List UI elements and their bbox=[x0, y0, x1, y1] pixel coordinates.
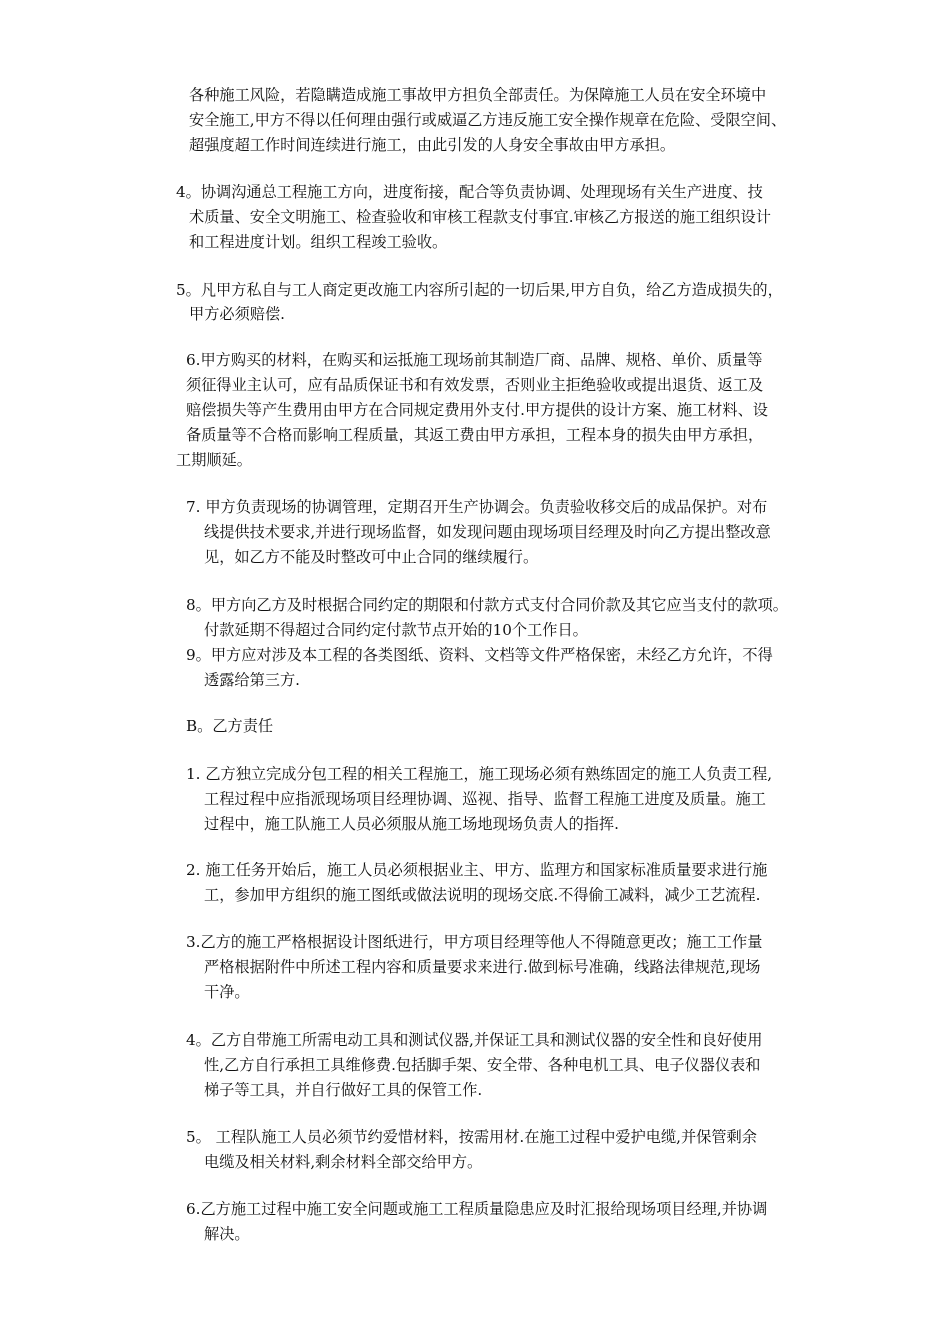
text-line: 甲方必须赔偿. bbox=[189, 305, 285, 323]
text-line: 线提供技术要求,并进行现场监督，如发现问题由现场项目经理及时向乙方提出整改意 bbox=[204, 523, 771, 541]
text-line: 解决。 bbox=[204, 1225, 250, 1243]
text-line: 工程过程中应指派现场项目经理协调、巡视、指导、监督工程施工进度及质量。施工 bbox=[204, 790, 766, 808]
text-line: 2. 施工任务开始后，施工人员必须根据业主、甲方、监理方和国家标准质量要求进行施 bbox=[186, 861, 768, 879]
text-line: 工期顺延。 bbox=[176, 451, 252, 469]
text-line: 6.乙方施工过程中施工安全问题或施工工程质量隐患应及时汇报给现场项目经理,并协调 bbox=[186, 1200, 768, 1218]
text-line: 7. 甲方负责现场的协调管理，定期召开生产协调会。负责验收移交后的成品保护。对布 bbox=[186, 498, 768, 516]
text-line: 4。协调沟通总工程施工方向，进度衔接，配合等负责协调、处理现场有关生产进度、技 bbox=[176, 183, 763, 201]
text-line: 见，如乙方不能及时整改可中止合同的继续履行。 bbox=[204, 548, 539, 566]
section-heading: B。乙方责任 bbox=[186, 717, 274, 735]
text-line: 赔偿损失等产生费用由甲方在合同规定费用外支付.甲方提供的设计方案、施工材料、设 bbox=[186, 401, 768, 419]
text-line: 5。凡甲方私自与工人商定更改施工内容所引起的一切后果,甲方自负，给乙方造成损失的， bbox=[176, 281, 783, 299]
text-line: 1. 乙方独立完成分包工程的相关工程施工，施工现场必须有熟练固定的施工人负责工程, bbox=[186, 765, 773, 783]
text-line: 5。 工程队施工人员必须节约爱惜材料，按需用材.在施工过程中爱护电缆,并保管剩余 bbox=[186, 1128, 757, 1146]
text-line: 付款延期不得超过合同约定付款节点开始的10个工作日。 bbox=[204, 621, 588, 639]
text-line: 严格根据附件中所述工程内容和质量要求来进行.做到标号准确，线路法律规范,现场 bbox=[204, 958, 761, 976]
text-line: 性,乙方自行承担工具维修费.包括脚手架、安全带、各种电机工具、电子仪器仪表和 bbox=[204, 1056, 761, 1074]
text-line: 6.甲方购买的材料，在购买和运抵施工现场前其制造厂商、品牌、规格、单价、质量等 bbox=[186, 351, 763, 369]
text-line: 超强度超工作时间连续进行施工，由此引发的人身安全事故由甲方承担。 bbox=[189, 136, 675, 154]
text-line: 工，参加甲方组织的施工图纸或做法说明的现场交底.不得偷工减料，减少工艺流程. bbox=[204, 886, 761, 904]
text-line: 干净。 bbox=[204, 983, 250, 1001]
text-line: 4。乙方自带施工所需电动工具和测试仪器,并保证工具和测试仪器的安全性和良好使用 bbox=[186, 1031, 763, 1049]
text-line: 梯子等工具，并自行做好工具的保管工作. bbox=[204, 1081, 483, 1099]
text-line: 备质量等不合格而影响工程质量，其返工费由甲方承担，工程本身的损失由甲方承担， bbox=[186, 426, 764, 444]
text-line: 须征得业主认可，应有品质保证书和有效发票，否则业主拒绝验收或提出退货、返工及 bbox=[186, 376, 764, 394]
text-line: 安全施工,甲方不得以任何理由强行或威逼乙方违反施工安全操作规章在危险、受限空间、 bbox=[189, 111, 787, 129]
text-line: 3.乙方的施工严格根据设计图纸进行，甲方项目经理等他人不得随意更改；施工工作量 bbox=[186, 933, 763, 951]
text-line: 电缆及相关材料,剩余材料全部交给甲方。 bbox=[204, 1153, 483, 1171]
text-line: 过程中，施工队施工人员必须服从施工场地现场负责人的指挥. bbox=[204, 815, 619, 833]
text-line: 8。甲方向乙方及时根据合同约定的期限和付款方式支付合同价款及其它应当支付的款项。 bbox=[186, 596, 788, 614]
text-line: 术质量、安全文明施工、检查验收和审核工程款支付事宜.审核乙方报送的施工组织设计 bbox=[189, 208, 771, 226]
text-line: 9。甲方应对涉及本工程的各类图纸、资料、文档等文件严格保密，未经乙方允许，不得 bbox=[186, 646, 773, 664]
text-line: 透露给第三方. bbox=[204, 671, 300, 689]
text-line: 和工程进度计划。组织工程竣工验收。 bbox=[189, 233, 448, 251]
text-line: 各种施工风险，若隐瞒造成施工事故甲方担负全部责任。为保障施工人员在安全环境中 bbox=[189, 86, 767, 104]
